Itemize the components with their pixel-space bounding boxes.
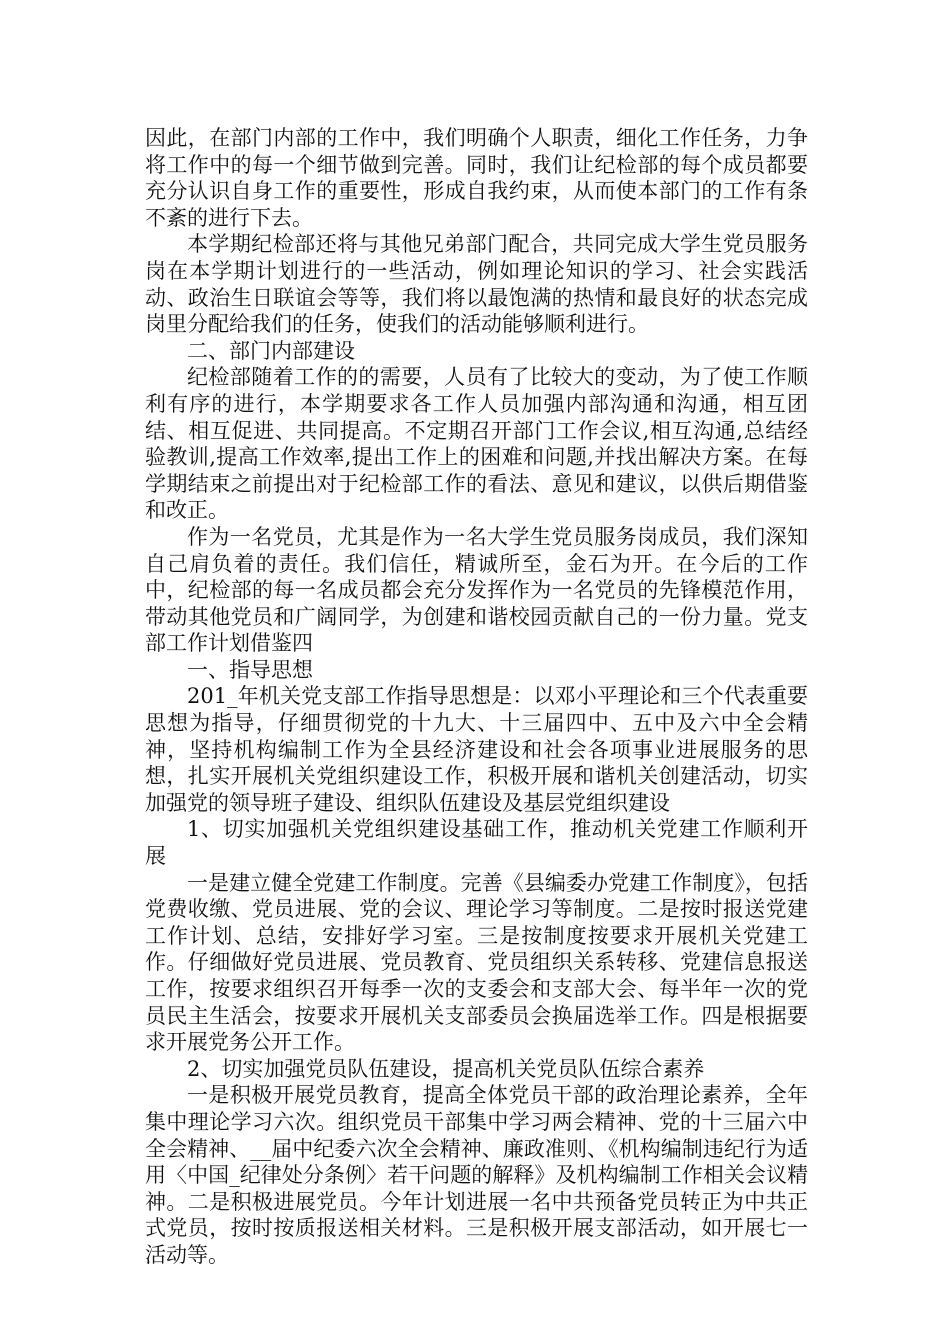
paragraph-party-organization: 一是建立健全党建工作制度。完善《县编委办党建工作制度》，包括党费收缴、党员进展、党的会议、理论学习等制度。二是按时报送党建工作计划、总结，安排好学习室。三是按制度按要求开展机关党建工作。仔细做好党员进展、党员教育、党员组织关系转移、党建信息报送工作，按要求组织召开每季一次的支委会和支部大会、每半年一次的党员民主生活会，按要求开展机关支部委员会换届选举工作。四是根据要求开展党务公开工作。 <box>145 870 808 1055</box>
subheading-party-organization: 1、切实加强机关党组织建设基础工作，推动机关党建工作顺利开展 <box>145 817 808 869</box>
subheading-member-team: 2、切实加强党员队伍建设，提高机关党员队伍综合素养 <box>187 1056 705 1081</box>
section-heading-internal-building: 二、部门内部建设 <box>187 338 355 363</box>
paragraph-party-member-role: 作为一名党员，尤其是作为一名大学生党员服务岗成员，我们深知自己肩负着的责任。我们信任，精诚所至，金石为开。在今后的工作中，纪检部的每一名成员都会充分发挥作为一名党员的先锋模范作用，带动其他党员和广阔同学，为创建和谐校园贡献自己的一份力量。党支部工作计划借鉴四 <box>145 524 808 656</box>
paragraph-member-education: 一是积极开展党员教育，提高全体党员干部的政治理论素养，全年集中理论学习六次。组织党员干部集中学习两会精神、党的十三届六中全会精神、__届中纪委六次全会精神、廉政准则、《机构编制违纪行为适用〈中国_纪律处分条例〉若干问题的解释》及机构编制工作相关会议精神。二是积极进展党员。今年计划进展一名中共预备党员转正为中共正式党员，按时按质报送相关材料。三是积极开展支部活动，如开展七一活动等。 <box>145 1083 808 1267</box>
paragraph-cooperation: 本学期纪检部还将与其他兄弟部门配合，共同完成大学生党员服务岗在本学期计划进行的一些活动，例如理论知识的学习、社会实践活动、政治生日联谊会等等，我们将以最饱满的热情和最良好的状态完成岗里分配给我们的任务，使我们的活动能够顺利进行。 <box>145 232 808 337</box>
paragraph-guiding-ideology: 201_年机关党支部工作指导思想是：以邓小平理论和三个代表重要思想为指导，仔细贯彻党的十九大、十三届四中、五中及六中全会精神，坚持机构编制工作为全县经济建设和社会各项事业进展服务的思想，扎实开展机关党组织建设工作，积极开展和谐机关创建活动，切实加强党的领导班子建设、组织队伍建设及基层党组织建设 <box>145 684 808 815</box>
section-heading-guiding-ideology: 一、指导思想 <box>187 657 313 682</box>
paragraph-internal-communication: 纪检部随着工作的的需要，人员有了比较大的变动，为了使工作顺利有序的进行，本学期要求各工作人员加强内部沟通和沟通，相互团结、相互促进、共同提高。不定期召开部门工作会议,相互沟通,总结经验教训,提高工作效率,提出工作上的困难和问题,并找出解决方案。在每学期结束之前提出对于纪检部工作的看法、意见和建议，以供后期借鉴和改正。 <box>145 365 808 523</box>
document-body <box>145 125 808 1269</box>
paragraph-department-duties: 因此，在部门内部的工作中，我们明确个人职责，细化工作任务，力争将工作中的每一个细节做到完善。同时，我们让纪检部的每个成员都要充分认识自身工作的重要性，形成自我约束，从而使本部门的工作有条不紊的进行下去。 <box>145 126 808 230</box>
